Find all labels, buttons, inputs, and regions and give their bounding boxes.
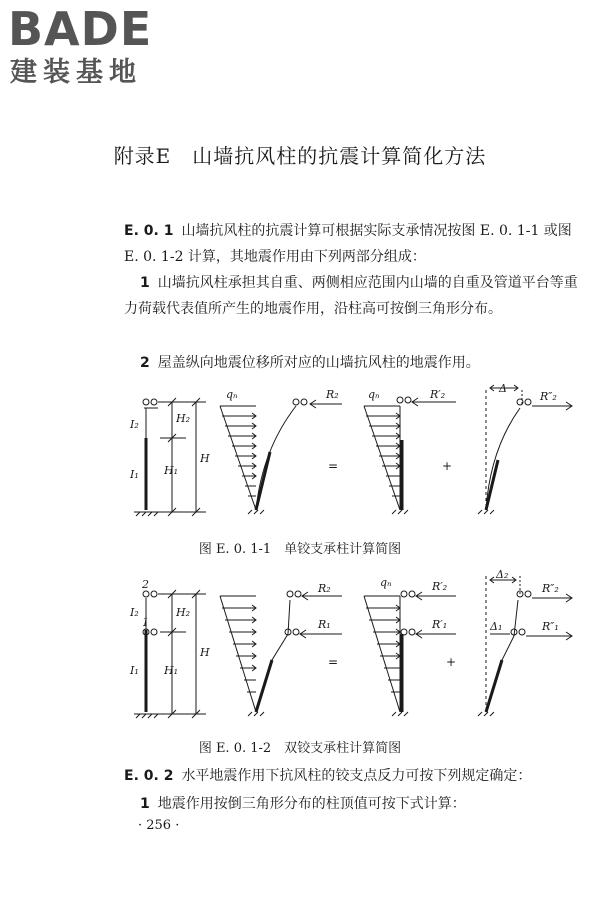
label-i1: I₁ — [130, 664, 139, 677]
label-h: H — [200, 646, 210, 659]
label-r2: R₂ — [318, 582, 331, 595]
label-r1p: R′₁ — [432, 618, 448, 631]
label-node-2: 2 — [142, 578, 149, 591]
clause-e-0-1 — [124, 218, 586, 270]
label-qn-b: qₙ — [368, 388, 380, 401]
clause-number: E. 0. 1 — [124, 223, 174, 239]
equals-sign: = — [328, 655, 339, 669]
label-r2pp: R″₂ — [542, 582, 559, 595]
figure-caption-2: 图 E. 0. 1-2 双铰支承柱计算简图 — [198, 741, 402, 756]
page-number: · 256 · — [138, 818, 180, 833]
label-r2: R₂ — [326, 388, 339, 401]
brand-logo — [8, 2, 178, 92]
clause-number: E. 0. 2 — [124, 768, 174, 784]
label-qn: qₙ — [380, 576, 392, 589]
label-i2: I₂ — [130, 606, 139, 619]
column-sketch — [134, 399, 158, 516]
item-number: 1 — [140, 275, 150, 291]
label-qn-a: qₙ — [226, 388, 238, 401]
label-delta: Δ — [499, 382, 507, 395]
label-r1: R₁ — [318, 618, 331, 631]
label-r2p: R′₂ — [430, 388, 446, 401]
clause-item-2 — [124, 350, 586, 376]
label-i2: I₂ — [130, 418, 139, 431]
clause-item-1 — [124, 270, 586, 322]
label-h: H — [200, 452, 210, 465]
clause-text: 水平地震作用下抗风柱的铰支点反力可按下列规定确定： — [181, 768, 532, 784]
equals-sign: = — [328, 459, 339, 473]
item-number: 2 — [140, 355, 150, 371]
item-text: 地震作用按倒三角形分布的柱顶值可按下式计算： — [157, 796, 466, 812]
item-number: 1 — [140, 796, 150, 812]
plus-sign: + — [442, 459, 453, 473]
label-delta2: Δ₂ — [496, 570, 509, 581]
label-i1: I₁ — [130, 468, 139, 481]
deflected-column-a — [256, 406, 296, 510]
figure-single-hinge-diagram — [0, 380, 600, 530]
label-delta1: Δ₁ — [490, 620, 503, 633]
triangular-load-a — [220, 596, 256, 712]
logo-subtitle: 建装基地 — [10, 57, 142, 88]
label-h1: H₁ — [164, 464, 179, 477]
logo-brand-text: BADE — [8, 2, 153, 56]
figure-double-hinge-diagram — [0, 570, 600, 730]
triangular-load-a — [220, 406, 256, 510]
plus-sign: + — [446, 655, 457, 669]
clause-item-1-e02 — [124, 791, 586, 817]
label-h2: H₂ — [176, 412, 191, 425]
clause-text: 山墙抗风柱的抗震计算可根据实际支承情况按图 E. 0. 1-1 或图 E. 0. 1-2 计算，其地震作用由下列两部分组成： — [124, 223, 572, 265]
clause-e-0-2 — [124, 763, 586, 789]
label-r1pp: R″₁ — [542, 620, 559, 633]
label-r2pp: R″₂ — [540, 390, 557, 403]
triangular-load-b — [364, 596, 400, 712]
item-text: 屋盖纵向地震位移所对应的山墙抗风柱的地震作用。 — [157, 355, 480, 371]
item-text: 山墙抗风柱承担其自重、两侧相应范围内山墙的自重及管道平台等重力荷载代表值所产生的地震作用，沿柱高可按倒三角形分布。 — [124, 275, 578, 317]
label-node-1: 1 — [142, 616, 149, 629]
figure-caption-1: 图 E. 0. 1-1 单铰支承柱计算简图 — [198, 542, 402, 557]
triangular-load-b — [364, 406, 400, 510]
label-r2p: R′₂ — [432, 580, 448, 593]
appendix-title: 附录E 山墙抗风柱的抗震计算简化方法 — [113, 144, 487, 168]
label-h1: H₁ — [164, 664, 179, 677]
label-h2: H₂ — [176, 606, 191, 619]
